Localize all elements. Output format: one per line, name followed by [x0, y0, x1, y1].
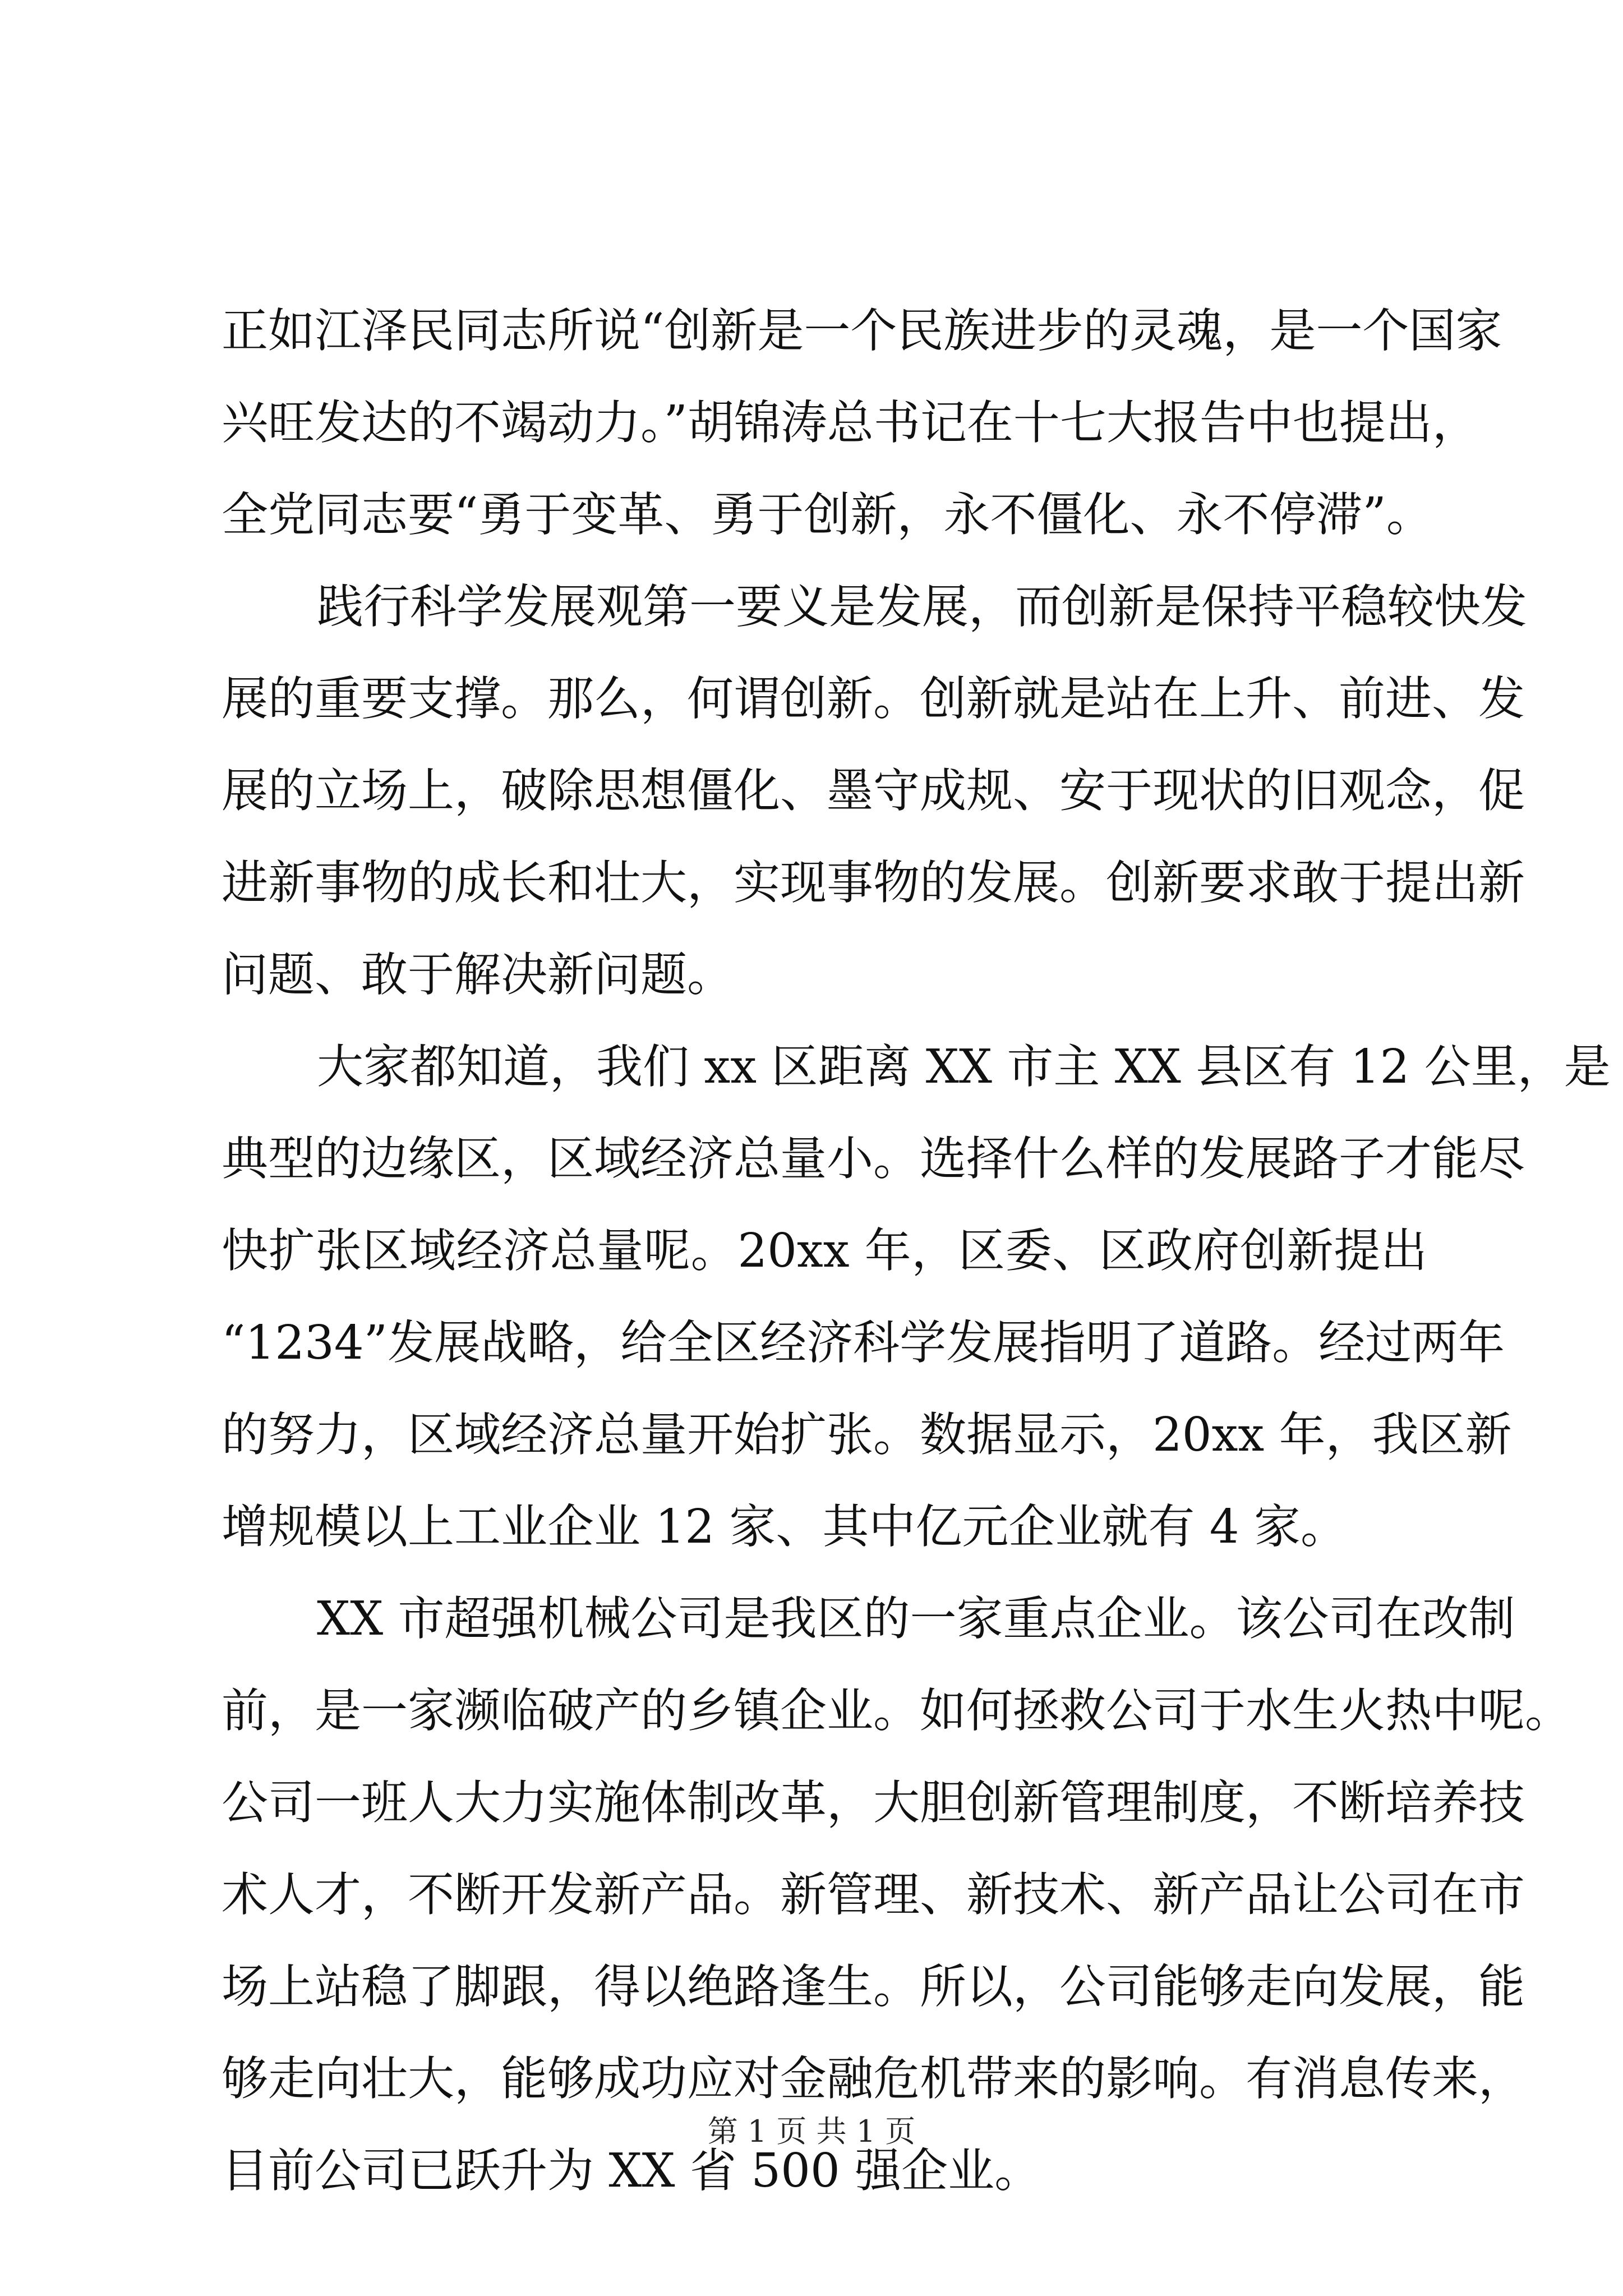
text-line: 进新事物的成长和壮大，实现事物的发展。创新要求敢于提出新: [222, 855, 1525, 910]
text-line: 术人才，不断开发新产品。新管理、新技术、新产品让公司在市: [222, 1867, 1525, 1922]
text-line: 践行科学发展观第一要义是发展，而创新是保持平稳较快发: [317, 579, 1527, 634]
text-line: 快扩张区域经济总量呢。20xx 年，区委、区政府创新提出: [222, 1223, 1427, 1278]
text-line: 够走向壮大，能够成功应对金融危机带来的影响。有消息传来，: [222, 2051, 1525, 2106]
text-line: “1234”发展战略，给全区经济科学发展指明了道路。经过两年: [222, 1315, 1505, 1370]
text-line: 大家都知道，我们 xx 区距离 XX 市主 XX 县区有 12 公里，是: [317, 1039, 1611, 1094]
paragraph-1: [222, 285, 1502, 561]
text-line: XX 市超强机械公司是我区的一家重点企业。该公司在改制: [317, 1591, 1515, 1646]
text-line: 全党同志要“勇于变革、勇于创新，永不僵化、永不停滞”。: [222, 487, 1433, 542]
paragraph-2: [222, 561, 1527, 1021]
text-line: 兴旺发达的不竭动力。”胡锦涛总书记在十七大报告中也提出，: [222, 395, 1479, 450]
text-line: 增规模以上工业企业 12 家、其中亿元企业就有 4 家。: [222, 1499, 1347, 1554]
text-line: 正如江泽民同志所说“创新是一个民族进步的灵魂，是一个国家: [222, 303, 1502, 358]
text-line: 公司一班人大力实施体制改革，大胆创新管理制度，不断培养技: [222, 1775, 1525, 1830]
paragraph-3: [222, 1021, 1611, 1573]
text-line: 典型的边缘区，区域经济总量小。选择什么样的发展路子才能尽: [222, 1131, 1525, 1186]
text-line: 展的立场上，破除思想僵化、墨守成规、安于现状的旧观念，促: [222, 763, 1525, 818]
text-line: 目前公司已跃升为 XX 省 500 强企业。: [222, 2143, 1041, 2198]
text-line: 展的重要支撑。那么，何谓创新。创新就是站在上升、前进、发: [222, 671, 1525, 726]
text-line: 问题、敢于解决新问题。: [222, 947, 734, 1002]
body-text: [222, 285, 1611, 2217]
page-footer: 第 1 页 共 1 页: [707, 2114, 916, 2149]
text-line: 的努力，区域经济总量开始扩张。数据显示，20xx 年，我区新: [222, 1407, 1512, 1462]
text-line: 场上站稳了脚跟，得以绝路逢生。所以，公司能够走向发展，能: [222, 1959, 1525, 2014]
text-line: 前，是一家濒临破产的乡镇企业。如何拯救公司于水生火热中呢。: [222, 1683, 1571, 1738]
